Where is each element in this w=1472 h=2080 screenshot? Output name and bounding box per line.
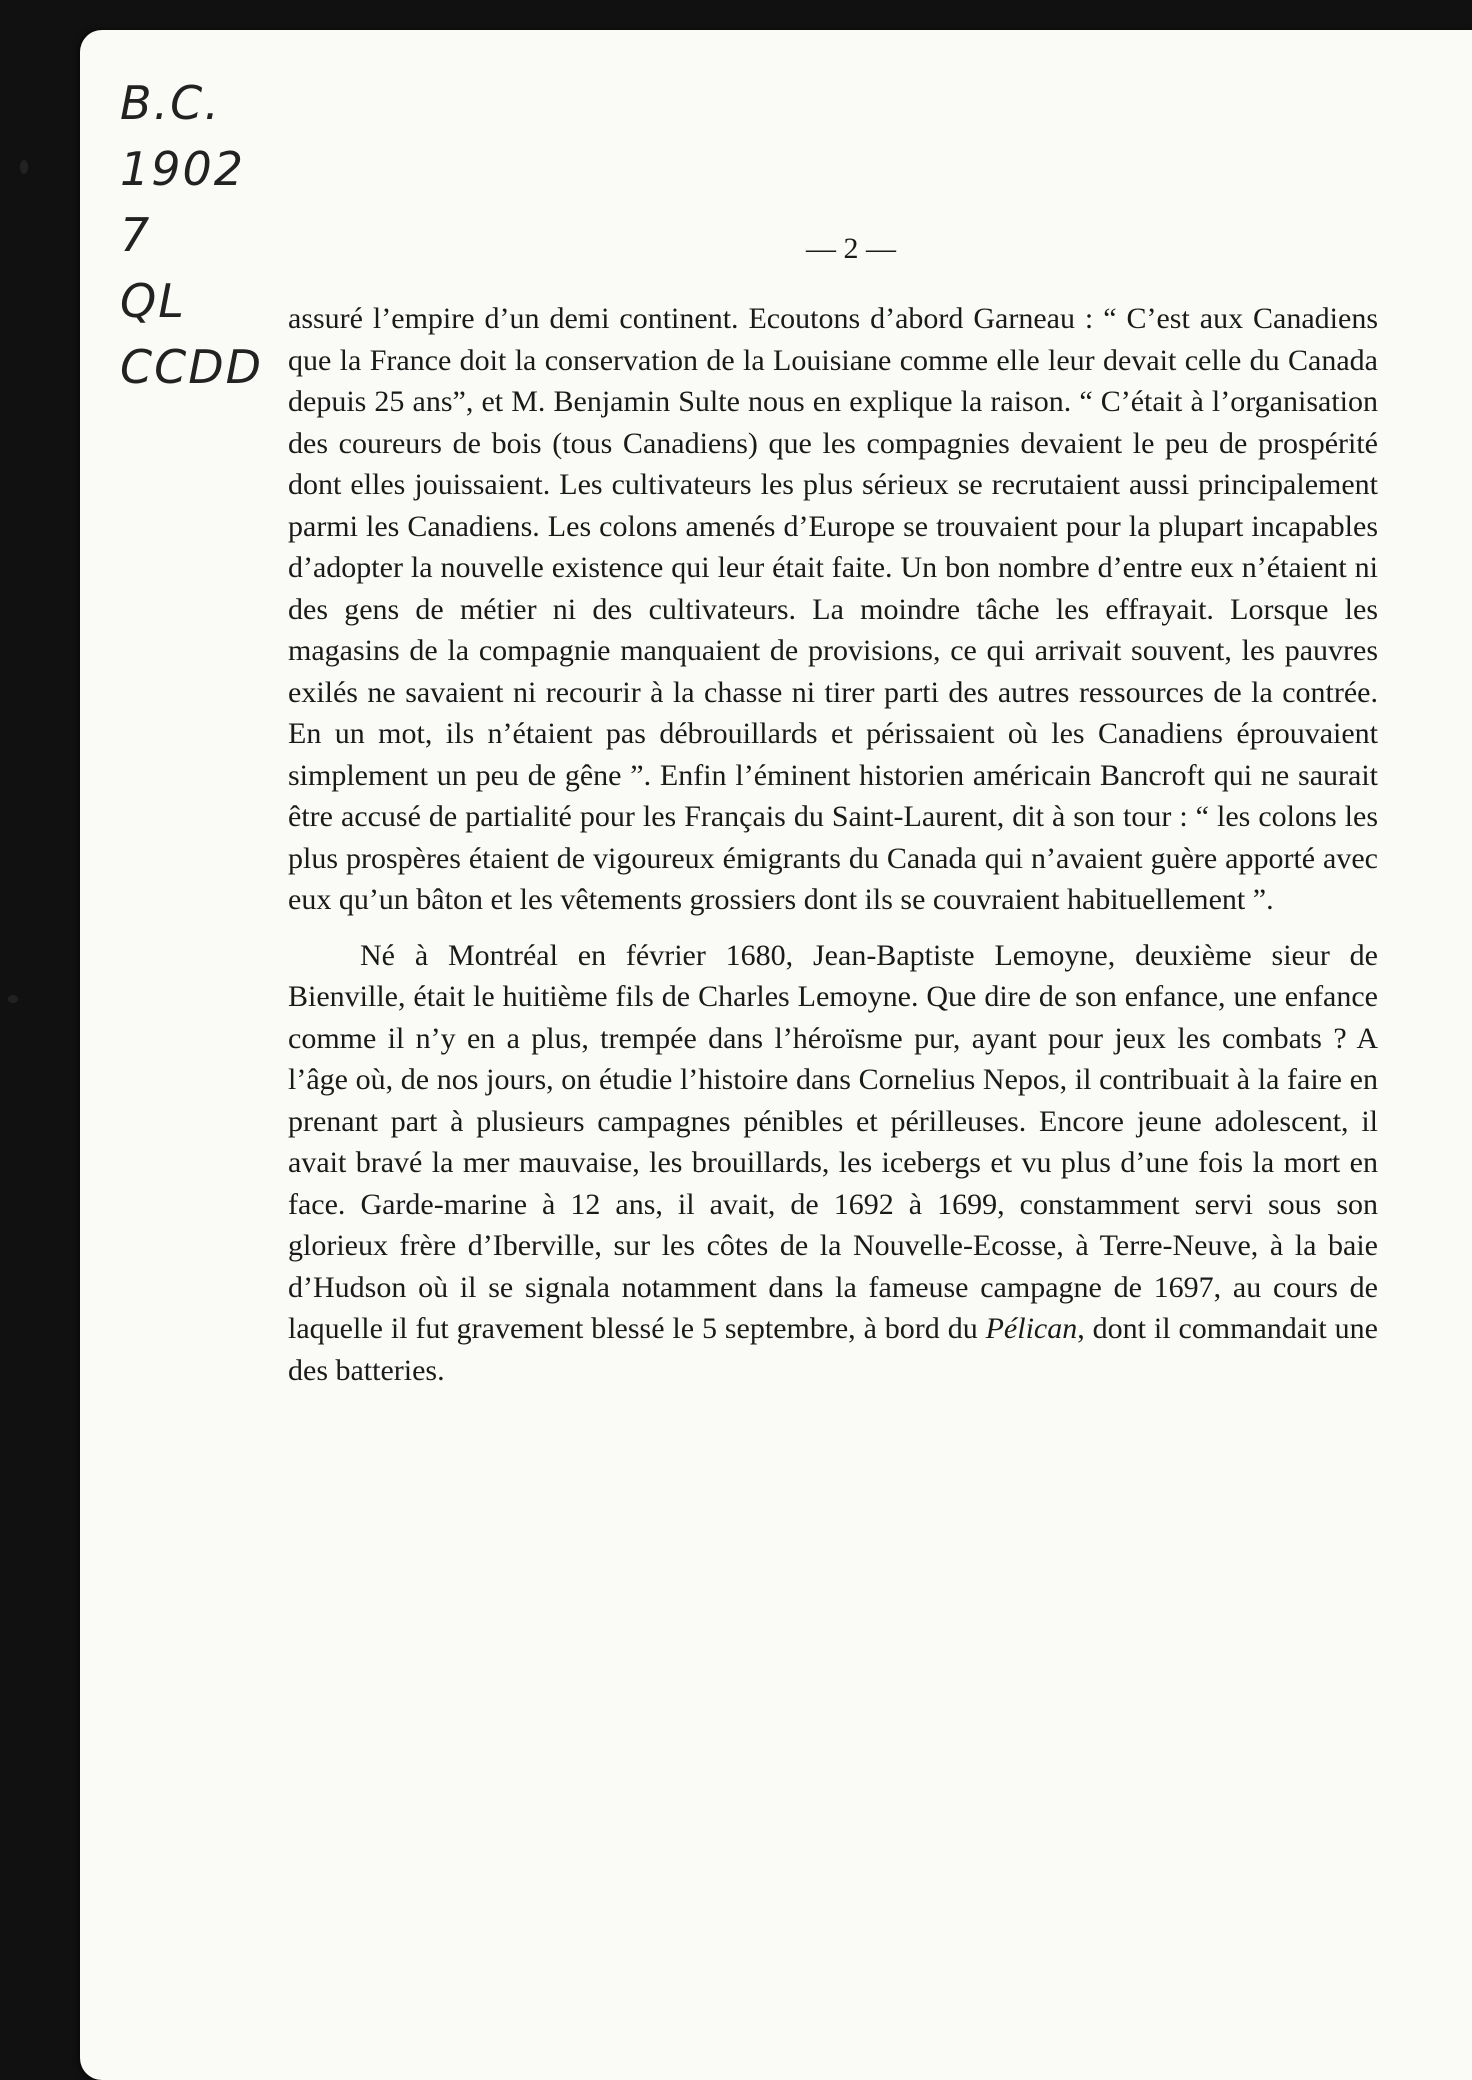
ship-name: Pélican bbox=[985, 1312, 1078, 1345]
body-text bbox=[288, 298, 1378, 1391]
margin-note-line: B.C. bbox=[120, 76, 221, 130]
scan-speck bbox=[20, 160, 28, 174]
paragraph-2-text: Né à Montréal en février 1680, Jean-Baptiste Lemoyne, deuxième sieur de Bienville, était le huitième fils de Charles Lemoyne. Que dire de son enfance, une enfance comme il n’y en a plus, trempée dans l’héroïsme pur, ayant pour jeux les combats ? A l’âge où, de nos jours, on étudie l’histoire dans Cornelius Nepos, il contribuait à la faire en prenant part à plusieurs campagnes pénibles et périlleuses. Encore jeune adolescent, il avait bravé la mer mauvaise, les brouillards, les icebergs et vu plus d’une fois la mort en face. Garde-marine à 12 ans, il avait, de 1692 à 1699, constamment servi sous son glorieux frère d’Iberville, sur les côtes de la Nouvelle-Ecosse, à Terre-Neuve, à la baie d’Hudson où il se signala notamment dans la fameuse campagne de 1697, au cours de laquelle il fut gravement blessé le 5 septembre, à bord du bbox=[288, 938, 1378, 1345]
document-page bbox=[80, 30, 1472, 2080]
scan-speck bbox=[8, 995, 18, 1003]
page-number: — 2 — bbox=[806, 232, 896, 265]
paragraph-2-end: , dont il commandait une des batteries. bbox=[288, 1312, 1378, 1387]
paragraph-2 bbox=[288, 935, 1378, 1392]
margin-note-line: 7 bbox=[120, 208, 152, 262]
margin-note-line: QL bbox=[120, 274, 186, 328]
margin-note-line: 1902 bbox=[120, 142, 246, 196]
margin-note-line: CCDD bbox=[120, 340, 264, 394]
paragraph-1: assuré l’empire d’un demi continent. Ecoutons d’abord Garneau : “ C’est aux Canadiens que la France doit la conservation de la Louisiane comme elle leur devait celle du Canada depuis 25 ans”, et M. Benjamin Sulte nous en explique la raison. “ C’était à l’organisation des coureurs de bois (tous Canadiens) que les compagnies devaient le peu de prospérité dont elles jouissaient. Les cultivateurs les plus sérieux se recrutaient aussi principalement parmi les Canadiens. Les colons amenés d’Europe se trouvaient pour la plupart incapables d’adopter la nouvelle existence qui leur était faite. Un bon nombre d’entre eux n’étaient ni des gens de métier ni des cultivateurs. La moindre tâche les effrayait. Lorsque les magasins de la compagnie manquaient de provisions, ce qui arrivait souvent, les pauvres exilés ne savaient ni recourir à la chasse ni tirer parti des autres ressources de la contrée. En un mot, ils n’étaient pas débrouillards et périssaient où les Canadiens éprouvaient simplement un peu de gêne ”. Enfin l’éminent historien américain Bancroft qui ne saurait être accusé de partialité pour les Français du Saint-Laurent, dit à son tour : “ les colons les plus prospères étaient de vigoureux émigrants du Canada qui n’avaient guère apporté avec eux qu’un bâton et les vêtements grossiers dont ils se couvraient habituellement ”. bbox=[288, 302, 1378, 916]
